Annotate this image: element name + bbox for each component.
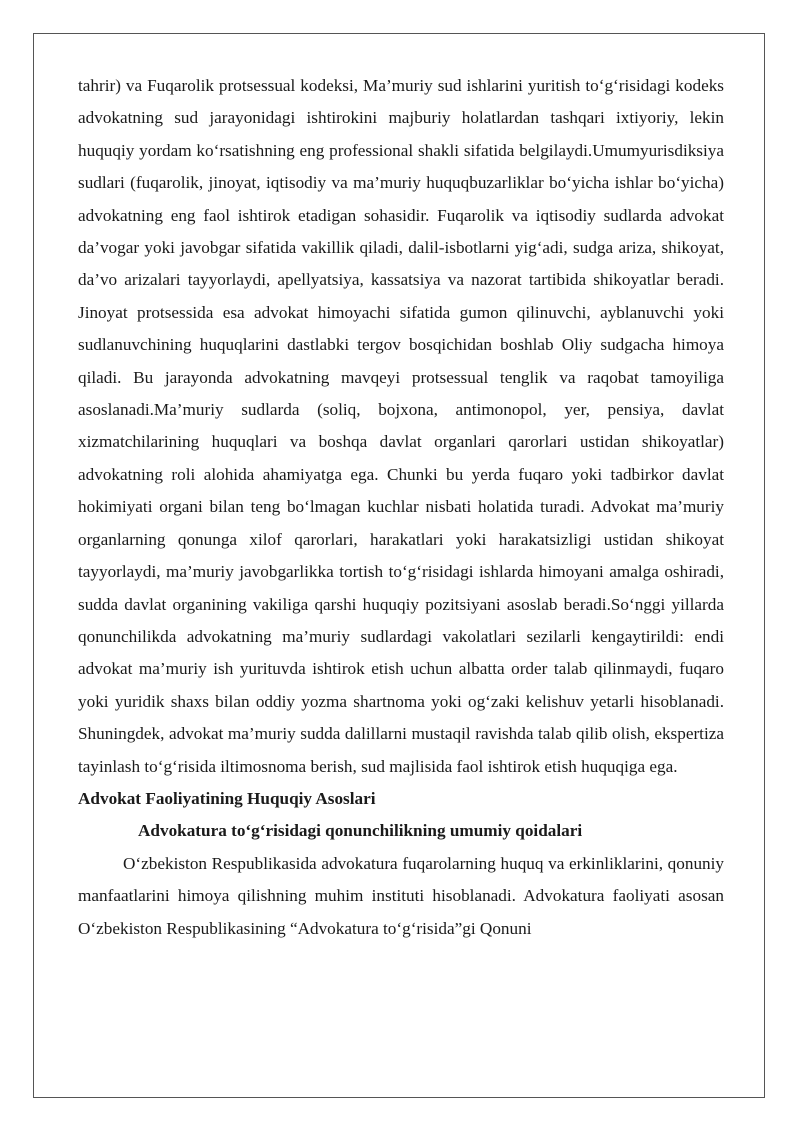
- document-body: [78, 70, 724, 945]
- subsection-heading: Advokatura to‘g‘risidagi qonunchilikning umumiy qoidalari: [138, 821, 583, 841]
- body-paragraph: O‘zbekiston Respublikasida advokatura fuqarolarning huquq va erkinliklarini, qonuniy manfaatlarini himoya qilishning muhim instituti hisoblanadi. Advokatura faoliyati asosan O‘zbekiston Respublikasining “Advokatura to‘g‘risida”gi Qonuni: [78, 853, 724, 938]
- section-heading: Advokat Faoliyatining Huquqiy Asoslari: [78, 788, 376, 808]
- body-paragraph: tahrir) va Fuqarolik protsessual kodeksi, Ma’muriy sud ishlarini yuritish to‘g‘risidagi kodeks advokatning sud jarayonidagi ishtirokini majburiy holatlardan tashqari ixtiyoriy, lekin huquqiy yordam ko‘rsatishning eng professional shakli sifatida belgilaydi.Umumyurisdiksiya sudlari (fuqarolik, jinoyat, iqtisodiy va ma’muriy huquqbuzarliklar bo‘yicha ishlar bo‘yicha) advokatning eng faol ishtirok etadigan sohasidir. Fuqarolik va iqtisodiy sudlarda advokat da’vogar yoki javobgar sifatida vakillik qiladi, dalil-isbotlarni yig‘adi, sudga ariza, shikoyat, da’vo arizalari tayyorlaydi, apellyatsiya, kassatsiya va nazorat tartibida shikoyatlar beradi. Jinoyat protsessida esa advokat himoyachi sifatida gumon qilinuvchi, ayblanuvchi yoki sudlanuvchining huquqlarini dastlabki tergov bosqichidan boshlab Oliy sudgacha himoya qiladi. Bu jarayonda advokatning mavqeyi protsessual tenglik va raqobat tamoyiliga asoslanadi.Ma’muriy sudlarda (soliq, bojxona, antimonopol, yer, pensiya, davlat xizmatchilarining huquqlari va boshqa davlat organlari qarorlari ustidan shikoyatlar) advokatning roli alohida ahamiyatga ega. Chunki bu yerda fuqaro yoki tadbirkor davlat hokimiyati organi bilan teng bo‘lmagan kuchlar nisbati holatida turadi. Advokat ma’muriy organlarning qonunga xilof qarorlari, harakatlari yoki harakatsizligi ustidan shikoyat tayyorlaydi, ma’muriy javobgarlikka tortish to‘g‘risidagi ishlarda himoyani amalga oshiradi, sudda davlat organining vakiliga qarshi huquqiy pozitsiyani asoslab beradi.So‘nggi yillarda qonunchilikda advokatning ma’muriy sudlardagi vakolatlari sezilarli kengaytirildi: endi advokat ma’muriy ish yurituvda ishtirok etish uchun albatta order talab qilinmaydi, fuqaro yoki yuridik shaxs bilan oddiy yozma shartnoma yoki og‘zaki kelishuv yetarli hisoblanadi. Shuningdek, advokat ma’muriy sudda dalillarni mustaqil ravishda talab qilib olish, ekspertiza tayinlash to‘g‘risida iltimosnoma berish, sud majlisida faol ishtirok etish huquqiga ega.: [78, 76, 724, 776]
